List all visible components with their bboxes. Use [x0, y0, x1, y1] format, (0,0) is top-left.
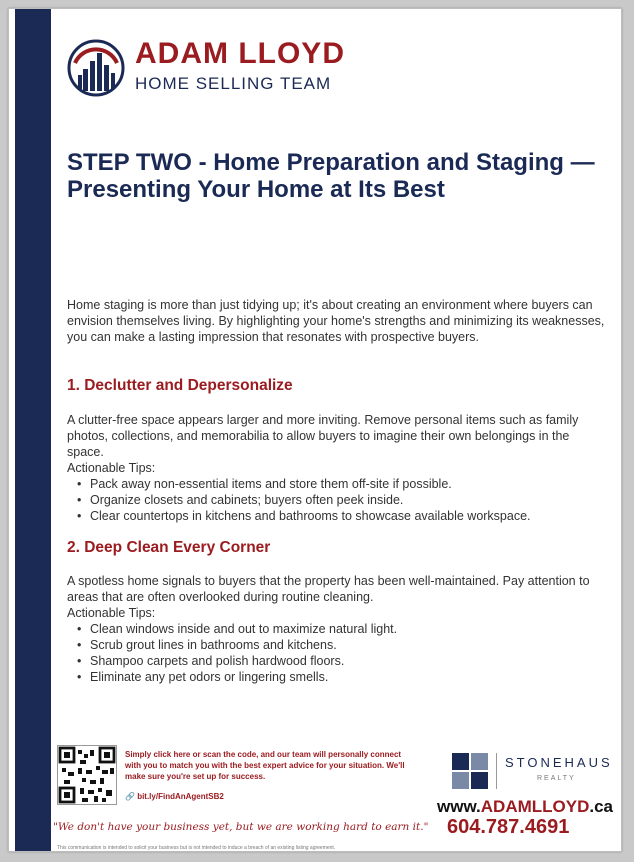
website-suffix: .ca: [589, 797, 614, 816]
list-item: • Clean windows inside and out to maximize natural light.: [67, 621, 607, 637]
city-skyline-logo-icon: [67, 39, 125, 97]
realty-name: STONEHAUS: [505, 755, 613, 770]
section-2-heading: 2. Deep Clean Every Corner: [67, 539, 271, 556]
document-page: [8, 8, 622, 852]
realty-sub: REALTY: [537, 775, 576, 782]
section-2-tips-label: Actionable Tips:: [67, 606, 156, 620]
list-item: • Pack away non-essential items and store them off-site if possible.: [67, 476, 607, 492]
agent-link[interactable]: [125, 792, 224, 801]
link-icon: 🔗: [125, 792, 138, 801]
brand-logo: [67, 37, 367, 107]
list-item: • Shampoo carpets and polish hardwood floors.: [67, 653, 607, 669]
disclaimer: This communication is intended to solicit your business but is not intended to induce a breach of an existing listing agreement.: [57, 845, 336, 851]
section-1-paragraph: A clutter-free space appears larger and more inviting. Remove personal items such as family photos, collections, and memorabilia to allow buyers to imagine their own belongings in the space.: [67, 413, 579, 459]
side-accent-bar: [15, 9, 51, 851]
intro-paragraph: Home staging is more than just tidying up; it's about creating an environment where buyers can envision themselves living. By highlighting your home's strengths and minimizing its weaknesses, you can make a lasting impression that resonates with prospective buyers.: [67, 298, 605, 344]
list-item: • Clear countertops in kitchens and bathrooms to showcase available workspace.: [67, 508, 607, 524]
section-1-heading: 1. Declutter and Depersonalize: [67, 377, 293, 394]
website-prefix: www.: [437, 797, 481, 816]
footer-quote: "We don't have your business yet, but we are working hard to earn it.": [53, 821, 429, 833]
brand-name: ADAM LLOYD: [135, 37, 345, 70]
list-item: • Organize closets and cabinets; buyers often peek inside.: [67, 492, 607, 508]
website-link[interactable]: [437, 797, 613, 817]
brand-tagline: HOME SELLING TEAM: [135, 74, 332, 93]
website-accent: ADAMLLOYD: [480, 797, 590, 816]
list-item: • Eliminate any pet odors or lingering smells.: [67, 669, 607, 685]
page-title: STEP TWO - Home Preparation and Staging — Presenting Your Home at Its Best: [67, 149, 595, 203]
phone-number[interactable]: 604.787.4691: [447, 816, 570, 838]
list-item: • Scrub grout lines in bathrooms and kitchens.: [67, 637, 607, 653]
section-1-tips-label: Actionable Tips:: [67, 461, 156, 475]
section-2-paragraph: A spotless home signals to buyers that the property has been well-maintained. Pay attention to areas that are often overlooked during routine cleaning.: [67, 574, 590, 604]
page-content: [53, 9, 614, 851]
cta-text[interactable]: Simply click here or scan the code, and our team will personally connect with you to match you with the best expert advice for your situation. We'll make sure you're set up for success.: [125, 750, 405, 781]
section-1-tips-list: [67, 476, 607, 524]
agent-link-text[interactable]: bit.ly/FindAnAgentSB2: [137, 792, 224, 801]
section-2-tips-list: [67, 621, 607, 685]
qr-code-icon[interactable]: [57, 745, 117, 805]
